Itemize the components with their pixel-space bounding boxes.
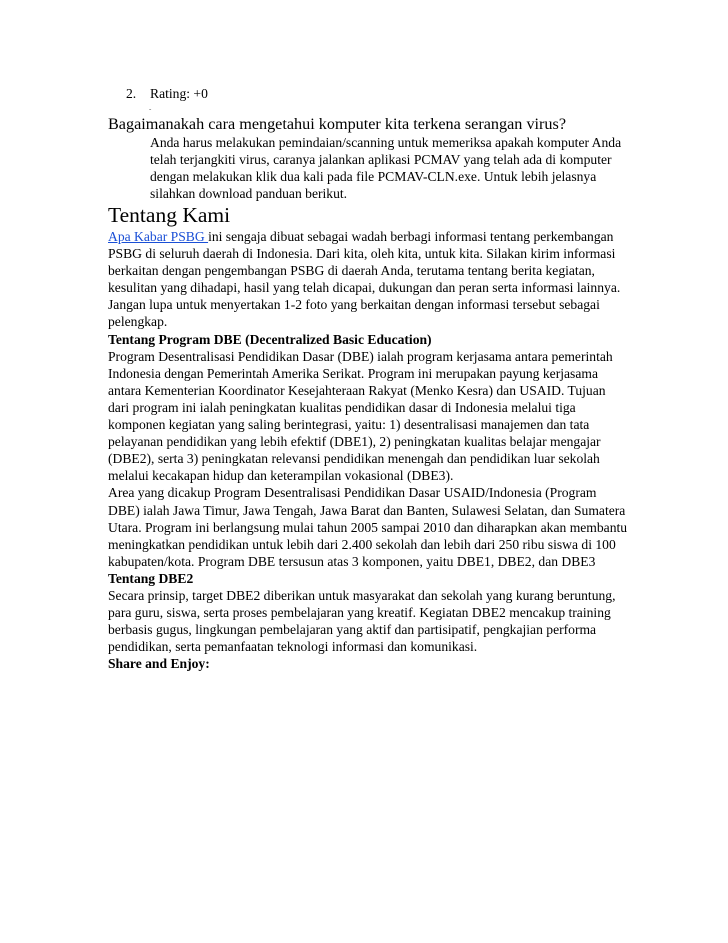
dbe2-heading: Tentang DBE2 — [108, 570, 194, 586]
dbe-paragraph-2: Area yang dicakup Program Desentralisasi Pendidikan Dasar USAID/Indonesia (Program DBE) ialah Jawa Timur, Jawa Tengah, Jawa Barat dan Banten, Sulawesi Selatan, dan Sumatera Utara. Program ini berlangsung mulai tahun 2005 sampai 2010 dan diharapkan akan membantu meningkatkan pendidikan untuk lebih dari 2.400 sekolah dan lebih dari 250 ribu siswa di 100 kabupaten/kota. Program DBE tersusun atas 3 komponen, yaitu DBE1, DBE2, dan DBE3 — [108, 485, 628, 569]
rating-item — [108, 84, 628, 104]
dbe-heading: Tentang Program DBE (Decentralized Basic Education) — [108, 331, 432, 347]
about-intro — [108, 228, 628, 331]
faq-question: Bagaimanakah cara mengetahui komputer kita terkena serangan virus? — [108, 115, 567, 133]
apa-kabar-psbg-link[interactable]: Apa Kabar PSBG — [108, 229, 209, 244]
rating-text: Rating: +0 — [150, 86, 208, 101]
about-intro-text: ini sengaja dibuat sebagai wadah berbagi informasi tentang perkembangan PSBG di seluruh daerah di Indonesia. Dari kita, oleh kita, untuk kita. Silakan kirim informasi berkaitan dengan pengembangan PSBG di daerah Anda, terutama tentang berita kegiatan, kesulitan yang dihadapi, hasil yang telah dicapai, dukungan dan peran serta informasi lainnya. Jangan lupa untuk menyertakan 1-2 foto yang berkaitan dengan informasi tersebut sebagai pelengkap. — [108, 229, 621, 330]
rating-list — [108, 84, 628, 104]
document-page — [108, 84, 628, 672]
rating-mark: - — [149, 105, 152, 113]
rating-number: 2. — [126, 86, 137, 101]
dbe-paragraph-1: Program Desentralisasi Pendidikan Dasar (DBE) ialah program kerjasama antara pemerintah Indonesia dengan Pemerintah Amerika Serikat. Program ini merupakan payung kerjasama antara Kementerian Koordinator Kesejahteraan Rakyat (Menko Kesra) dan USAID. Tujuan dari program ini ialah peningkatan kualitas pendidikan dasar di Indonesia melalui tiga komponen kegiatan yang saling berintegrasi, yaitu: 1) desentralisasi manajemen dan tata pelayanan pendidikan yang lebih efektif (DBE1), 2) peningkatan kualitas belajar mengajar (DBE2), serta 3) peningkatan relevansi pendidikan menengah dan pendidikan luar sekolah melalui kecakapan hidup dan keterampilan vokasional (DBE3). — [108, 348, 613, 484]
faq-answer: Anda harus melakukan pemindaian/scanning untuk memeriksa apakah komputer Anda telah terjangkiti virus, caranya jalankan aplikasi PCMAV yang telah ada di komputer dengan melakukan klik dua kali pada file PCMAV-CLN.exe. Untuk lebih jelasnya silahkan download panduan berikut. — [150, 135, 622, 201]
about-title: Tentang Kami — [108, 203, 231, 227]
share-label: Share and Enjoy: — [108, 656, 210, 672]
dbe2-paragraph: Secara prinsip, target DBE2 diberikan untuk masyarakat dan sekolah yang kurang beruntung, para guru, siswa, serta proses pembelajaran yang kreatif. Kegiatan DBE2 mencakup training berbasis gugus, lingkungan pembelajaran yang aktif dan partisipatif, pengkajian performa pendidikan, serta pemanfaatan teknologi informasi dan komunikasi. — [108, 587, 616, 655]
